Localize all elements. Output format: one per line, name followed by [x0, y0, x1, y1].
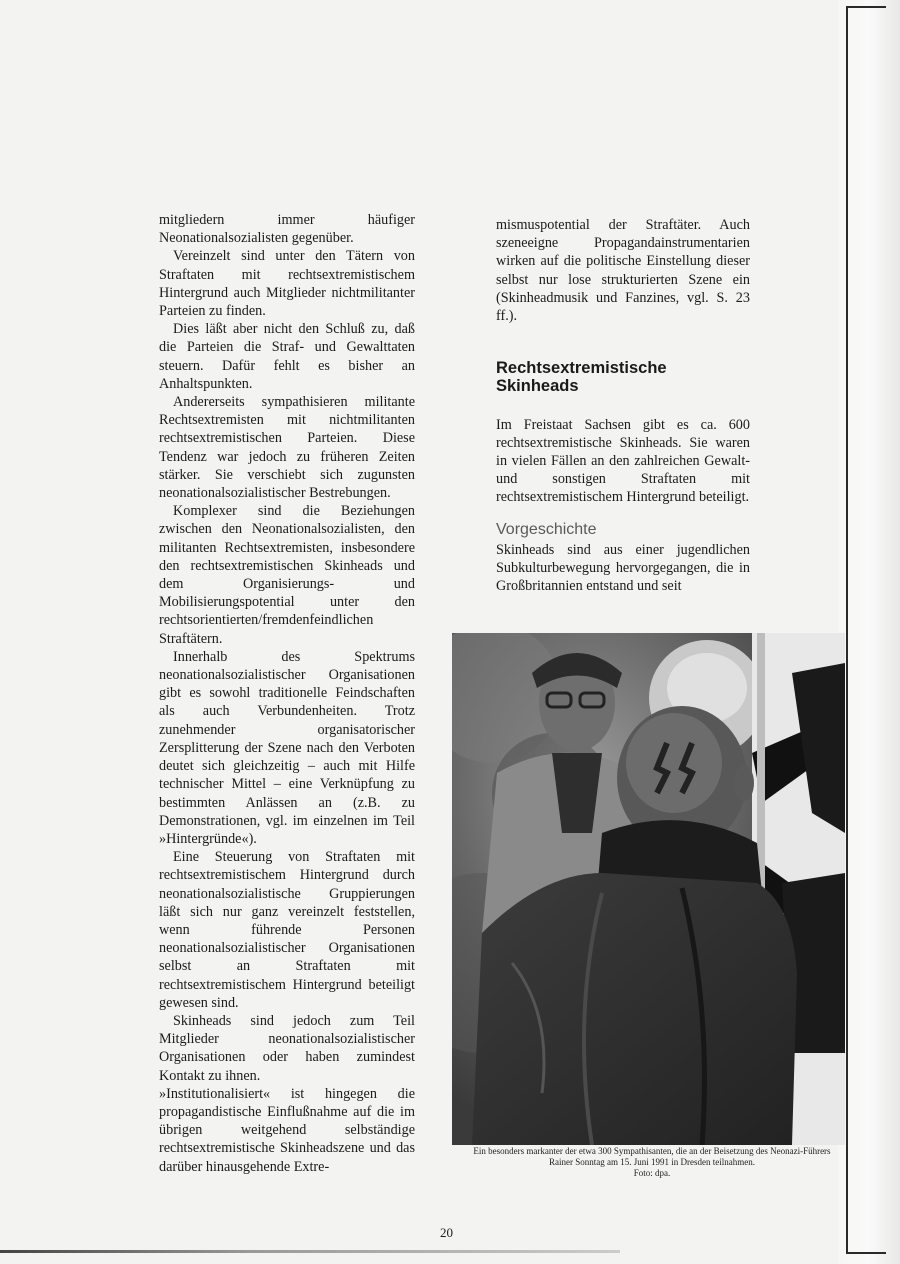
right-column — [496, 216, 750, 595]
scan-bottom-shadow — [0, 1250, 620, 1253]
scan-border — [846, 6, 886, 1254]
news-photo — [452, 633, 845, 1145]
paragraph: Andererseits sympathisieren militante Rechtsextremisten mit nichtmilitanten rechtsextremistischen Parteien. Diese Tendenz war jedoch zu früheren Zeiten stärker. Sie verschiebt sich zugunsten neonationalsozialistischer Bestrebungen. — [159, 394, 415, 502]
paragraph: Innerhalb des Spektrums neonationalsozialistischer Organisationen gibt es sowohl traditionelle Feindschaften als auch Verbundenheiten. Trotz zunehmender organisatorischer Zersplitterung der Szene nach den Verboten deutet sich gleichzeitig – auch mit Hilfe technischer Mittel – eine Verknüpfung zu bestimmten Anlässen an (z.B. zu Demonstrationen, vgl. im einzelnen im Teil »Hintergründe«). — [159, 648, 415, 847]
paragraph: Skinheads sind jedoch zum Teil Mitglieder neonationalsozialistischer Organisationen oder haben zumindest Kontakt zu ihnen. — [159, 1012, 415, 1084]
photo-illustration — [452, 633, 845, 1145]
paragraph: Vereinzelt sind unter den Tätern von Straftaten mit rechtsextremistischem Hintergrund auch Mitglieder nichtmilitanter Parteien zu finden. — [159, 248, 415, 320]
photo-caption — [462, 1146, 842, 1179]
left-column — [159, 211, 415, 1176]
paragraph: Eine Steuerung von Straftaten mit rechtsextremistischem Hintergrund durch neonationalsozialistische Gruppierungen läßt sich nur ganz vereinzelt feststellen, wenn führende Personen neonationalsozialistischer Organisationen selbst an Straftaten mit rechtsextremistischem Hintergrund beteiligt gewesen sind. — [159, 849, 415, 1011]
photo-credit: Foto: dpa. — [633, 1168, 671, 1178]
paragraph: Komplexer sind die Beziehungen zwischen den Neonationalsozialisten, den militanten Rechtsextremisten, insbesondere den rechtsextremistischen Skinheads und dem Organisierungs- und Mobilisierungspotential unter den rechtsorientierten/fremdenfeindlichen Straftätern. — [159, 503, 415, 647]
paragraph: mitgliedern immer häufiger Neonationalsozialisten gegenüber. — [159, 212, 415, 247]
section-heading: Rechtsextremistische Skinheads — [496, 359, 667, 396]
caption-text: Ein besonders markanter der etwa 300 Sympathisanten, die an der Beisetzung des Neonazi-Führers Rainer Sonntag am 15. Juni 1991 in Dresden teilnahmen. — [473, 1146, 831, 1167]
paragraph: »Institutionalisiert« ist hingegen die propagandistische Einflußnahme auf die im übrigen weitgehend selbständige rechtsextremistische Skinheadszene und das darüber hinausgehende Extre- — [159, 1085, 415, 1175]
page-number: 20 — [440, 1225, 453, 1240]
paragraph: Im Freistaat Sachsen gibt es ca. 600 rechtsextremistische Skinheads. Sie waren in vielen Fällen an den zahlreichen Gewalt- und sonstigen Straftaten mit rechtsextremistischem Hintergrund beteiligt. — [496, 416, 750, 506]
paragraph: mismuspotential der Straftäter. Auch szeneeigne Propagandainstrumentarien wirken auf die politische Einstellung dieser selbst nur lose strukturierten Szene ein (Skinheadmusik und Fanzines, vgl. S. 23 ff.). — [496, 217, 750, 325]
paragraph: Skinheads sind aus einer jugendlichen Subkulturbewegung hervorgegangen, die in Großbritannien entstand und seit — [496, 541, 750, 595]
subsection-heading: Vorgeschichte — [496, 520, 597, 538]
paragraph: Dies läßt aber nicht den Schluß zu, daß die Parteien die Straf- und Gewalttaten steuern. Dafür fehlt es bisher an Anhaltspunkten. — [159, 321, 415, 392]
